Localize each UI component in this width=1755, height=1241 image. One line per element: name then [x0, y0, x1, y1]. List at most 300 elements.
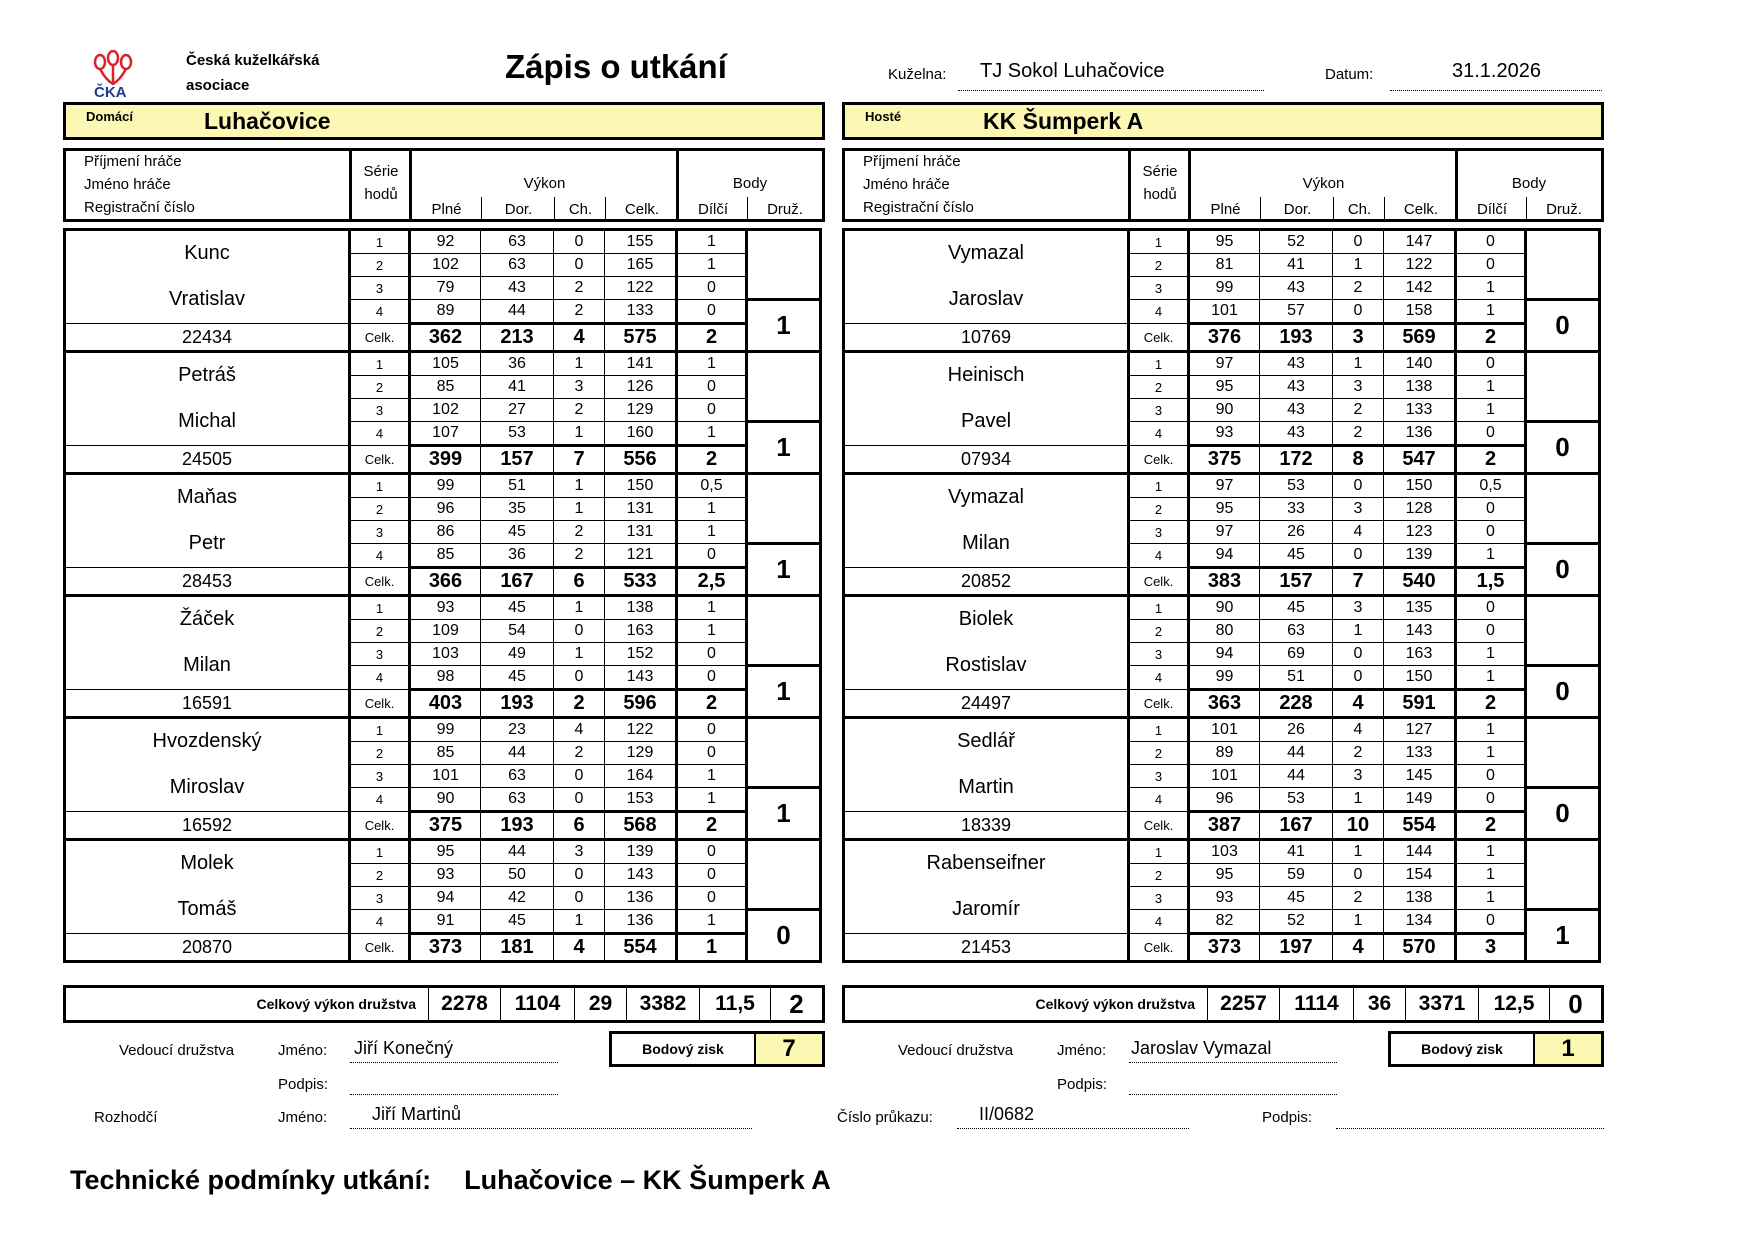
table-row	[65, 643, 821, 666]
celk-label: Celk.	[350, 324, 410, 352]
table-row	[844, 277, 1600, 300]
home-jmeno-value: Jiří Konečný	[354, 1038, 454, 1058]
score-dor: 45	[1260, 596, 1333, 620]
header-ch: Ch.	[1347, 201, 1372, 218]
header-plne: Plné	[1210, 201, 1241, 218]
home-label: Domácí	[86, 109, 133, 124]
score-celk: 163	[1384, 643, 1456, 666]
total-dilci: 2,5	[677, 568, 747, 596]
score-dilci: 1	[1456, 840, 1526, 864]
total-plne: 373	[1189, 934, 1260, 962]
score-celk: 129	[605, 399, 677, 422]
kuzelna-value: TJ Sokol Luhačovice	[980, 60, 1165, 82]
score-plne: 107	[410, 422, 481, 446]
datum-value: 31.1.2026	[1452, 60, 1541, 82]
away-vedouci-label: Vedoucí družstva	[898, 1042, 1014, 1059]
score-dor: 26	[1260, 521, 1333, 544]
celk-label: Celk.	[350, 934, 410, 962]
total-plne: 387	[1189, 812, 1260, 840]
header-name-line2: Jméno hráče	[84, 176, 171, 193]
serie-number: 3	[1129, 277, 1189, 300]
score-plne: 90	[410, 788, 481, 812]
header-body: Body	[1511, 175, 1547, 192]
header-celk: Celk.	[1403, 201, 1439, 218]
serie-number: 2	[350, 498, 410, 521]
score-dilci: 1	[677, 620, 747, 643]
player-firstname: Tomáš	[65, 887, 350, 934]
serie-number: 3	[350, 277, 410, 300]
table-row	[65, 352, 821, 376]
score-celk: 122	[605, 277, 677, 300]
serie-number: 1	[350, 840, 410, 864]
serie-number: 4	[1129, 422, 1189, 446]
score-ch: 1	[554, 596, 605, 620]
player-surname: Molek	[65, 840, 350, 887]
serie-number: 3	[1129, 643, 1189, 666]
druz-spacer	[747, 230, 821, 300]
total-dor: 157	[481, 446, 554, 474]
score-dilci: 0	[1456, 230, 1526, 254]
total-celk: 596	[605, 690, 677, 718]
celk-label: Celk.	[350, 690, 410, 718]
away-podpis-field	[1129, 1068, 1337, 1095]
home-bodovy-zisk	[609, 1031, 825, 1067]
score-plne: 86	[410, 521, 481, 544]
technical-conditions-label: Technické podmínky utkání:	[70, 1165, 432, 1195]
score-ch: 3	[1333, 498, 1384, 521]
druz-spacer	[1526, 230, 1600, 300]
total-plne: 362	[410, 324, 481, 352]
score-plne: 95	[1189, 376, 1260, 399]
header-serie-line2: hodů	[1143, 186, 1177, 203]
score-ch: 4	[1333, 718, 1384, 742]
score-ch: 0	[554, 887, 605, 910]
serie-number: 4	[350, 666, 410, 690]
header-divider	[409, 151, 412, 219]
celk-label: Celk.	[350, 568, 410, 596]
score-celk: 135	[1384, 596, 1456, 620]
player-reg-number: 16591	[65, 690, 350, 718]
score-dor: 51	[481, 474, 554, 498]
table-row	[844, 596, 1600, 620]
score-dor: 52	[1260, 230, 1333, 254]
score-dilci: 0	[677, 864, 747, 887]
score-celk: 127	[1384, 718, 1456, 742]
team-total-ch: 36	[1353, 988, 1405, 1020]
score-dor: 54	[481, 620, 554, 643]
score-celk: 136	[605, 910, 677, 934]
score-dor: 33	[1260, 498, 1333, 521]
total-ch: 8	[1333, 446, 1384, 474]
score-ch: 1	[1333, 788, 1384, 812]
total-ch: 6	[554, 812, 605, 840]
table-row	[65, 840, 821, 864]
total-dor: 193	[1260, 324, 1333, 352]
player-surname: Sedlář	[844, 718, 1129, 765]
total-celk: 547	[1384, 446, 1456, 474]
score-celk: 165	[605, 254, 677, 277]
score-plne: 89	[410, 300, 481, 324]
score-dor: 59	[1260, 864, 1333, 887]
score-dilci: 1	[1456, 399, 1526, 422]
team-total-dilci: 12,5	[1478, 988, 1549, 1020]
score-celk: 150	[1384, 474, 1456, 498]
total-dilci: 1	[677, 934, 747, 962]
away-team-bar	[842, 102, 1604, 140]
serie-number: 1	[1129, 474, 1189, 498]
score-dilci: 1	[677, 498, 747, 521]
score-dilci: 0	[1456, 596, 1526, 620]
player-firstname: Pavel	[844, 399, 1129, 446]
player-firstname: Milan	[844, 521, 1129, 568]
player-reg-number: 21453	[844, 934, 1129, 962]
score-dor: 45	[481, 596, 554, 620]
table-row	[844, 521, 1600, 544]
score-ch: 2	[1333, 277, 1384, 300]
score-dor: 43	[481, 277, 554, 300]
score-plne: 97	[1189, 352, 1260, 376]
technical-conditions	[70, 1165, 831, 1196]
celk-label: Celk.	[1129, 568, 1189, 596]
player-surname: Petráš	[65, 352, 350, 399]
player-firstname: Jaroslav	[844, 277, 1129, 324]
score-ch: 3	[1333, 596, 1384, 620]
score-celk: 143	[1384, 620, 1456, 643]
score-celk: 122	[1384, 254, 1456, 277]
score-dilci: 0	[677, 277, 747, 300]
score-dilci: 0	[677, 840, 747, 864]
score-celk: 158	[1384, 300, 1456, 324]
serie-number: 2	[1129, 254, 1189, 277]
player-team-points: 0	[1526, 422, 1600, 474]
score-dor: 53	[481, 422, 554, 446]
score-celk: 142	[1384, 277, 1456, 300]
total-ch: 3	[1333, 324, 1384, 352]
score-dilci: 0	[1456, 498, 1526, 521]
total-celk: 540	[1384, 568, 1456, 596]
score-celk: 140	[1384, 352, 1456, 376]
table-row	[844, 568, 1600, 596]
table-row	[65, 765, 821, 788]
total-plne: 366	[410, 568, 481, 596]
score-dor: 43	[1260, 352, 1333, 376]
score-ch: 0	[1333, 474, 1384, 498]
score-dilci: 0	[1456, 254, 1526, 277]
home-jmeno-label: Jméno:	[278, 1042, 328, 1059]
score-dilci: 1	[677, 352, 747, 376]
total-dilci: 2	[1456, 812, 1526, 840]
header-divider	[1384, 197, 1385, 219]
total-ch: 7	[1333, 568, 1384, 596]
score-ch: 0	[554, 230, 605, 254]
total-dilci: 3	[1456, 934, 1526, 962]
score-plne: 93	[1189, 887, 1260, 910]
total-celk: 575	[605, 324, 677, 352]
total-plne: 399	[410, 446, 481, 474]
score-ch: 2	[1333, 742, 1384, 765]
technical-conditions-value: Luhačovice – KK Šumperk A	[464, 1165, 831, 1195]
total-celk: 554	[1384, 812, 1456, 840]
serie-number: 4	[350, 300, 410, 324]
druz-spacer	[1526, 474, 1600, 544]
total-plne: 403	[410, 690, 481, 718]
referee-jmeno-value: Jiří Martinů	[372, 1104, 462, 1124]
score-celk: 145	[1384, 765, 1456, 788]
player-team-points: 1	[747, 300, 821, 352]
score-dilci: 0	[677, 666, 747, 690]
team-total-druz: 2	[770, 988, 822, 1020]
celk-label: Celk.	[1129, 934, 1189, 962]
serie-number: 2	[350, 254, 410, 277]
score-plne: 95	[1189, 498, 1260, 521]
table-row	[65, 474, 821, 498]
serie-number: 1	[350, 596, 410, 620]
serie-number: 1	[350, 352, 410, 376]
table-row	[65, 596, 821, 620]
score-ch: 1	[1333, 840, 1384, 864]
score-dor: 63	[481, 765, 554, 788]
header-divider	[1455, 151, 1458, 219]
serie-number: 1	[350, 718, 410, 742]
celk-label: Celk.	[350, 812, 410, 840]
player-firstname: Michal	[65, 399, 350, 446]
header-dor: Dor.	[504, 201, 533, 218]
score-celk: 150	[1384, 666, 1456, 690]
score-plne: 105	[410, 352, 481, 376]
score-ch: 3	[1333, 376, 1384, 399]
score-ch: 1	[554, 352, 605, 376]
score-plne: 101	[410, 765, 481, 788]
referee-prukaz-value: II/0682	[979, 1104, 1035, 1124]
total-dilci: 2	[677, 324, 747, 352]
total-dilci: 2	[1456, 324, 1526, 352]
player-reg-number: 24497	[844, 690, 1129, 718]
score-plne: 98	[410, 666, 481, 690]
score-plne: 94	[1189, 544, 1260, 568]
druz-spacer	[1526, 596, 1600, 666]
table-row	[844, 812, 1600, 840]
referee-prukaz-field	[957, 1100, 1189, 1129]
score-plne: 101	[1189, 765, 1260, 788]
score-ch: 1	[554, 910, 605, 934]
home-team-name: Luhačovice	[204, 108, 331, 134]
total-dor: 197	[1260, 934, 1333, 962]
score-dilci: 0	[677, 300, 747, 324]
total-dilci: 2	[677, 446, 747, 474]
score-plne: 94	[1189, 643, 1260, 666]
score-ch: 2	[1333, 399, 1384, 422]
score-celk: 143	[605, 864, 677, 887]
datum-label: Datum:	[1325, 66, 1374, 83]
serie-number: 3	[1129, 399, 1189, 422]
table-row	[65, 568, 821, 596]
score-plne: 95	[1189, 864, 1260, 887]
score-ch: 0	[1333, 300, 1384, 324]
table-row	[65, 934, 821, 962]
score-dor: 44	[481, 300, 554, 324]
total-dor: 181	[481, 934, 554, 962]
score-celk: 164	[605, 765, 677, 788]
score-dilci: 0	[677, 643, 747, 666]
score-celk: 150	[605, 474, 677, 498]
score-dilci: 1	[677, 765, 747, 788]
score-dor: 44	[1260, 742, 1333, 765]
score-ch: 1	[1333, 620, 1384, 643]
total-dor: 193	[481, 690, 554, 718]
serie-number: 1	[1129, 718, 1189, 742]
serie-number: 2	[1129, 376, 1189, 399]
player-team-points: 0	[1526, 666, 1600, 718]
header-divider	[481, 197, 482, 219]
score-dor: 44	[481, 840, 554, 864]
player-surname: Biolek	[844, 596, 1129, 643]
score-dor: 63	[481, 230, 554, 254]
score-dilci: 0	[677, 376, 747, 399]
score-dor: 43	[1260, 376, 1333, 399]
team-total-dor: 1114	[1279, 988, 1353, 1020]
player-surname: Vymazal	[844, 230, 1129, 277]
score-celk: 147	[1384, 230, 1456, 254]
total-celk: 554	[605, 934, 677, 962]
score-dor: 63	[481, 788, 554, 812]
player-surname: Vymazal	[844, 474, 1129, 521]
score-dilci: 0	[677, 399, 747, 422]
score-celk: 138	[605, 596, 677, 620]
score-celk: 136	[1384, 422, 1456, 446]
score-celk: 143	[605, 666, 677, 690]
table-row	[844, 446, 1600, 474]
score-celk: 155	[605, 230, 677, 254]
score-dor: 43	[1260, 422, 1333, 446]
serie-number: 3	[350, 887, 410, 910]
header-divider	[1260, 197, 1261, 219]
score-plne: 96	[410, 498, 481, 521]
away-bodovy-zisk	[1388, 1031, 1604, 1067]
player-firstname: Martin	[844, 765, 1129, 812]
score-ch: 0	[554, 620, 605, 643]
player-reg-number: 18339	[844, 812, 1129, 840]
player-team-points: 1	[747, 666, 821, 718]
score-plne: 82	[1189, 910, 1260, 934]
score-plne: 90	[1189, 596, 1260, 620]
player-firstname: Petr	[65, 521, 350, 568]
serie-number: 3	[350, 521, 410, 544]
home-podpis-field	[350, 1068, 558, 1095]
score-celk: 131	[605, 498, 677, 521]
home-column-header	[63, 148, 825, 222]
score-plne: 103	[410, 643, 481, 666]
table-row	[65, 887, 821, 910]
score-celk: 139	[605, 840, 677, 864]
bodovy-zisk-label: Bodový zisk	[612, 1034, 754, 1064]
away-players-table	[842, 228, 1601, 963]
score-celk: 163	[605, 620, 677, 643]
away-column-header	[842, 148, 1604, 222]
score-dilci: 0	[1456, 620, 1526, 643]
score-dor: 23	[481, 718, 554, 742]
total-dilci: 1,5	[1456, 568, 1526, 596]
table-row	[844, 887, 1600, 910]
total-dor: 172	[1260, 446, 1333, 474]
table-row	[844, 840, 1600, 864]
serie-number: 2	[1129, 498, 1189, 521]
total-plne: 373	[410, 934, 481, 962]
score-plne: 85	[410, 742, 481, 765]
score-ch: 0	[1333, 230, 1384, 254]
away-team-total	[842, 985, 1604, 1023]
bodovy-zisk-value: 1	[1533, 1034, 1601, 1064]
score-celk: 126	[605, 376, 677, 399]
score-celk: 152	[605, 643, 677, 666]
score-dor: 52	[1260, 910, 1333, 934]
score-ch: 2	[554, 399, 605, 422]
score-ch: 1	[554, 422, 605, 446]
score-plne: 95	[1189, 230, 1260, 254]
header-divider	[1526, 197, 1527, 219]
score-celk: 121	[605, 544, 677, 568]
score-plne: 102	[410, 254, 481, 277]
table-row	[65, 277, 821, 300]
score-ch: 3	[554, 840, 605, 864]
cka-logo	[88, 50, 138, 100]
kuzelna-label: Kuželna:	[888, 66, 947, 83]
score-dor: 35	[481, 498, 554, 521]
header-body: Body	[732, 175, 768, 192]
score-dilci: 1	[1456, 376, 1526, 399]
header-divider	[1188, 151, 1191, 219]
home-jmeno-field	[350, 1034, 558, 1063]
score-dilci: 0	[1456, 910, 1526, 934]
score-dilci: 1	[677, 788, 747, 812]
score-dilci: 0	[1456, 765, 1526, 788]
serie-number: 4	[1129, 666, 1189, 690]
player-firstname: Vratislav	[65, 277, 350, 324]
score-dilci: 1	[1456, 277, 1526, 300]
score-dor: 49	[481, 643, 554, 666]
total-ch: 10	[1333, 812, 1384, 840]
bodovy-zisk-value: 7	[754, 1034, 822, 1064]
org-name-line1: Česká kuželkářská	[186, 52, 320, 69]
player-team-points: 0	[1526, 544, 1600, 596]
total-plne: 375	[1189, 446, 1260, 474]
score-plne: 99	[1189, 666, 1260, 690]
serie-number: 2	[1129, 620, 1189, 643]
score-ch: 1	[1333, 352, 1384, 376]
score-celk: 149	[1384, 788, 1456, 812]
player-team-points: 1	[747, 788, 821, 840]
celk-label: Celk.	[1129, 812, 1189, 840]
score-celk: 144	[1384, 840, 1456, 864]
score-ch: 0	[1333, 864, 1384, 887]
referee-label: Rozhodčí	[94, 1109, 158, 1126]
score-ch: 4	[1333, 521, 1384, 544]
home-team-total	[63, 985, 825, 1023]
header-celk: Celk.	[624, 201, 660, 218]
away-jmeno-field	[1129, 1034, 1337, 1063]
score-dor: 36	[481, 352, 554, 376]
total-dor: 213	[481, 324, 554, 352]
home-podpis-label: Podpis:	[278, 1076, 329, 1093]
celk-label: Celk.	[1129, 690, 1189, 718]
serie-number: 4	[350, 788, 410, 812]
score-ch: 2	[554, 742, 605, 765]
score-dilci: 1	[1456, 887, 1526, 910]
score-ch: 2	[554, 544, 605, 568]
player-surname: Hvozdenský	[65, 718, 350, 765]
score-ch: 1	[1333, 910, 1384, 934]
score-dor: 41	[1260, 840, 1333, 864]
kuzelna-field	[958, 56, 1264, 91]
